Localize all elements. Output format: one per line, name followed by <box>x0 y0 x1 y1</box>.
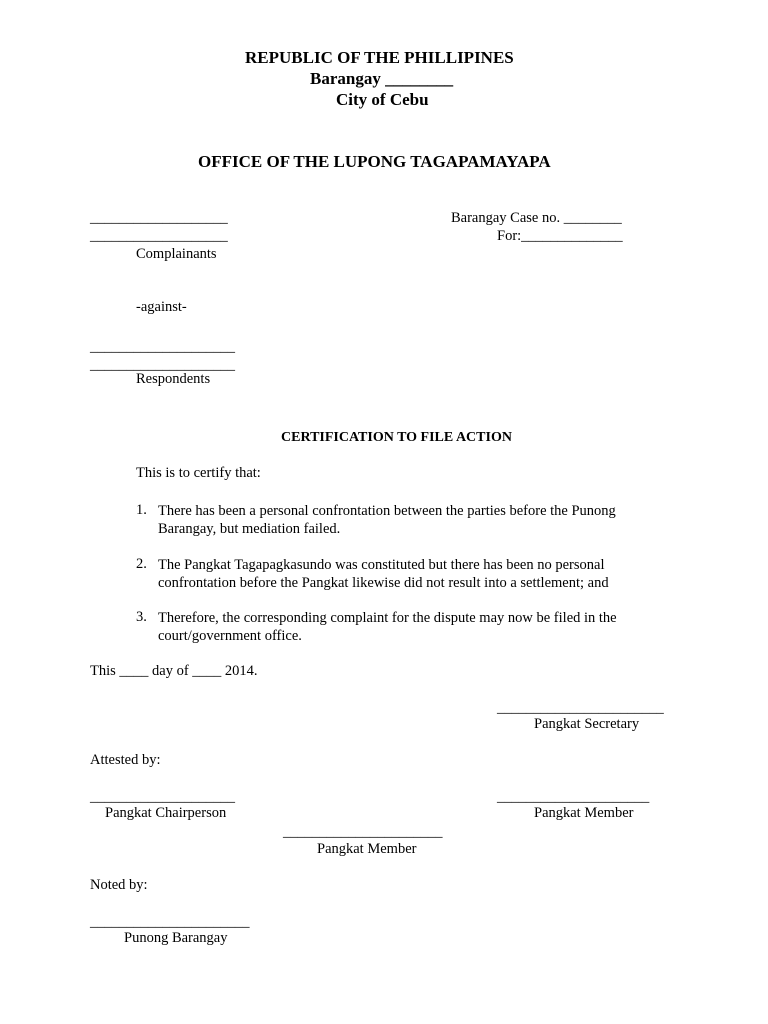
chairperson-label: Pangkat Chairperson <box>105 805 227 821</box>
header-republic: REPUBLIC OF THE PHILLIPINES <box>245 48 514 67</box>
case-for: For:______________ <box>497 228 623 244</box>
punong-signature-line: ______________________ <box>90 914 250 930</box>
certification-title: CERTIFICATION TO FILE ACTION <box>281 430 512 445</box>
list-item-number: 3. <box>136 609 147 625</box>
member1-signature-line: _____________________ <box>497 789 650 805</box>
date-line: This ____ day of ____ 2014. <box>90 663 258 679</box>
office-title: OFFICE OF THE LUPONG TAGAPAMAYAPA <box>198 152 551 171</box>
list-item-text: Therefore, the corresponding complaint for the dispute may now be filed in the court/government office. <box>158 610 617 644</box>
member2-signature-line: ______________________ <box>283 824 443 840</box>
barangay-case-no: Barangay Case no. ________ <box>451 210 622 226</box>
punong-label: Punong Barangay <box>124 930 228 946</box>
respondents-label: Respondents <box>136 371 211 387</box>
noted-by: Noted by: <box>90 877 148 893</box>
complainant-line-1: ___________________ <box>90 210 228 226</box>
list-item-number: 2. <box>136 556 147 572</box>
attested-by: Attested by: <box>90 752 161 768</box>
secretary-label: Pangkat Secretary <box>534 716 640 732</box>
header-city: City of Cebu <box>336 90 429 109</box>
list-item-text: The Pangkat Tagapagkasundo was constituted but there has been no personal confrontation before the Pangkat likewise did not result into a settlement; and <box>158 557 609 591</box>
header-barangay: Barangay ________ <box>310 69 454 88</box>
against-label: -against- <box>136 299 187 315</box>
respondent-line-2: ____________________ <box>90 357 235 373</box>
respondent-line-1: ____________________ <box>90 339 235 355</box>
member2-label: Pangkat Member <box>317 841 417 857</box>
complainant-line-2: ___________________ <box>90 228 228 244</box>
complainants-label: Complainants <box>136 246 217 262</box>
intro-text: This is to certify that: <box>136 465 261 481</box>
member1-label: Pangkat Member <box>534 805 634 821</box>
list-item-number: 1. <box>136 502 147 518</box>
list-item-text: There has been a personal confrontation between the parties before the Punong Barangay, but mediation failed. <box>158 503 616 537</box>
secretary-signature-line: _______________________ <box>497 700 664 716</box>
chairperson-signature-line: ____________________ <box>90 789 235 805</box>
